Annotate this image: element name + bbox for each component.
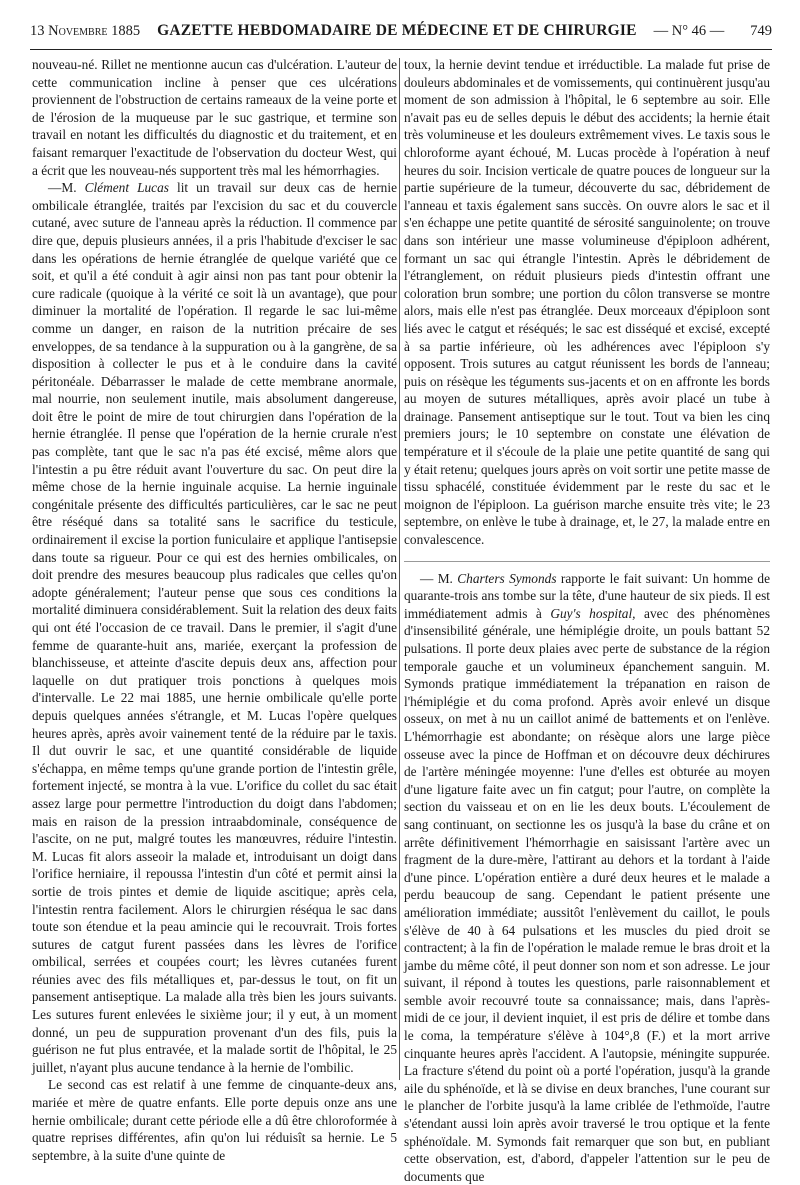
page-header [30, 13, 772, 50]
date-year: 1885 [111, 22, 141, 39]
header-date [30, 23, 140, 40]
lucas-name: Clément Lucas [84, 180, 169, 196]
symonds-text: avec des phénomènes d'insensibilité générale, une hémiplégie droite, un pouls battant 52 pulsations. Il porte deux plaies avec perte de substance de la région temporale gauche et un volumineux épanchement sanguin. M. Symonds pratique immédiatement la trépanation en raison de l'hémiplégie et du coma profond. Après avoir enlevé un disque osseux, on met à nu un caillot animé de battements et on l'enlève. L'hémorrhagie est abondante; on résèque alors une large pièce osseuse avec la pince de Hoffman et on découvre deux déchirures de l'artère méningée moyenne: l'une d'elles est obturée au moyen d'une ligature faite avec un fin catgut; pour l'autre, on complète la section du vaisseau et on en lie les deux bouts. L'écoulement de sang continuant, on sectionne les os jusqu'à la base du crâne et on arrête définitivement l'hémorrhagie en saisissant l'artère avec un fragment de la dure-mère, l'attirant au dehors et la tordant à l'aide d'une pince. L'opération entière a duré deux heures et le malade a perdu beaucoup de sang. Cependant le patient présente une amélioration immédiate; aussitôt l'enlèvement du caillot, le pouls s'élève de 40 à 64 pulsations et les muscles du pied droit se contractent; à la fin de l'opération le malade remue le bras droit et la jambe du même côté, il peut donner son nom et son adresse. Le jour suivant, il répond à toutes les questions, parle raisonnablement et semble avoir recouvré toute sa connaissance; mais, dans l'après-midi de ce jour, il devient inquiet, il est pris de délire et tombe dans le coma, la température s'élève à 104°,8 (F.) et la mort arrive cinquante heures après l'accident. A l'autopsie, méningite suppurée. La fracture s'étend du point où a porté l'opération, jusqu'à la grande aile du sphénoïde, et là se divise en deux branches, l'une courant sur le plancher de l'orbite jusqu'à la lame criblée de l'ethmoïde, l'autre s'étendant aussi loin après avoir traversé le trou optique et la fente sphénoïdale. M. Symonds fait remarquer que son but, en publiant cette observation, est, d'abord, d'appeler l'attention sur le peu de documents que [404, 605, 771, 1184]
journal-title: GAZETTE HEBDOMADAIRE DE MÉDECINE ET DE CHIRURGIE [157, 22, 637, 39]
left-paragraph-second-case: Le second cas est relatif à une femme de cinquante-deux ans, mariée et mère de quatre enfants. Elle porte depuis onze ans une hernie ombilicale; durant cette période elle a dû être chloroformée à quatre reprises différentes, afin qu'on lui réduisît sa hernie. Le 5 septembre, à la suite d'une quinte de [32, 1077, 397, 1163]
left-paragraph-lucas [32, 179, 397, 1076]
symonds-name: Charters Symonds [457, 570, 557, 586]
header-right [654, 23, 772, 40]
page-number: 749 [750, 22, 772, 39]
column-divider [399, 58, 400, 1080]
right-column [404, 56, 771, 1184]
hospital-name: Guy's hospital, [550, 605, 636, 621]
symonds-mid: rapporte le fait suivant: Un homme de quarante-trois ans tombe sur la tête, d'une hauteur de six pieds. Il est immédiatement admis à [404, 570, 771, 621]
left-paragraph-1: nouveau-né. Rillet ne mentionne aucun cas d'ulcération. L'auteur de cette communication incline à penser que ces ulcérations proviennent de l'obstruction de certains rameaux de la veine porte et de l'érosion de la muqueuse par le suc gastrique, et termine son travail en notant les difficultés du diagnostic et du traitement, et en faisant remarquer l'exactitude de l'observation du docteur West, qui a écrit que les nouveau-nés supportent très mal les hémorrhagies. [32, 57, 397, 178]
date-day: 13 [30, 22, 45, 39]
issue-number: — N° 46 — [653, 22, 725, 39]
lucas-text: lit un travail sur deux cas de hernie ombilicale étranglée, traités par l'excision du sac et du couvercle cutané, avec suture de l'anneau après la réduction. Il commence par dire que, depuis plusieurs années, il a pris l'habitude d'exciser le sac dans les opérations de hernie étranglée de quelque variété que ce soit, et qu'il a été conduit à agir ainsi non pas tant pour obtenir la cure radicale (quoique à la vérité ce soit là un avantage), que pour diminuer la mortalité de l'opération. Il regarde le sac lui-même comme un danger, en raison de la nutrition précaire de ses enveloppes, de sa tendance à la suppuration ou à la gangrène, de sa disposition à collecter le pus et à le conduire dans la cavité péritonéale. Débarrasser le malade de cette membrane anormale, mal nourrie, non seulement inutile, mais absolument dangereuse, doit être le point de mire de tout chirurgien dans l'opération de la hernie étranglée. Il pense que l'opération de la hernie crurale n'est pas complète, tant que le sac n'a pas été excisé, même alors que l'intestin a pu être réduit avant l'ouverture du sac. On peut dire la même chose de la hernie inguinale acquise. La hernie inguinale congénitale présente des difficultés particulières, car le sac ne peut être réséqué dans sa totalité sans le sacrifice du testicule, ordinairement il excise la portion funiculaire et applique l'antisepsie dans toute sa rigueur. Pour ce qui est des hernies ombilicales, on doit prendre des mesures beaucoup plus radicales que celles qu'on adopte généralement; l'auteur pense que sous ces conditions la mortalité diminuera considérablement. Suit la relation des deux faits qui ont été l'occasion de ce travail. Dans le premier, il s'agit d'une femme de quarante-huit ans, mariée, exerçant la profession de blanchisseuse, et atteinte d'ascite depuis deux ans, affection pour laquelle on dut pratiquer trois ponctions à quelques mois d'intervalle. Le 22 mai 1885, une hernie ombilicale qu'elle porte depuis quelques années s'étrangle, et M. Lucas l'opère quelques heures après, après avoir vainement tenté de la réduire par le taxis. Il dut ouvrir le sac, et une quantité considérable de liquide s'échappa, en même temps qu'une grande portion de l'intestin grêle, fortement injecté, se montra à la vue. L'orifice du collet du sac était assez large pour permettre l'introduction du doigt dans l'abdomen; mais en raison de la pression intraabdominale, conséquence de l'ascite, on ne put, malgré toutes les manœuvres, réduire l'intestin. M. Lucas fit alors asseoir la malade et, introduisant un doigt dans l'orifice herniaire, il repoussa l'intestin d'un côté et permit ainsi la sortie de trois pintes et demie de liquide ascitique; après cela, l'intestin rentra facilement. Alors le chirurgien réséqua le sac dans toute son étendue et la peau amincie qui le recouvrait. Trois fortes sutures de catgut furent passées dans les lèvres de l'orifice ombilical, serrées et coupées court; les lèvres cutanées furent réunies avec des fils métalliques et, par-dessus le tout, on fit un pansement antiseptique. La malade alla très bien les jours suivants. Les sutures furent enlevées le sixième jour; il y eut, à un moment donné, un peu de suppuration provenant d'un des fils, puis la guérison ne fut plus entravée, et la malade sortit de l'hôpital, le 25 juillet, n'ayant plus aucune tendance à la hernie de l'ombilic. [32, 180, 397, 1075]
symonds-prefix: — M. [420, 570, 453, 586]
left-column [32, 56, 397, 1163]
date-month: Novembre [48, 22, 108, 39]
section-separator [404, 561, 770, 562]
right-paragraph-1: toux, la hernie devint tendue et irréductible. La malade fut prise de douleurs abdominales et de vomissements, qui continuèrent jusqu'au moment de son admission à l'hôpital, le 6 septembre au soir. Elle n'avait pas eu de selles depuis le début des accidents; la hernie était très volumineuse et les douleurs extrêmement vives. Le taxis sous le chloroforme ayant échoué, M. Lucas procède à l'opération à neuf heures du soir. Incision verticale de quatre pouces de longueur sur la partie supérieure de la tumeur, découverte du sac, débridement de l'anneau et taxis également sans succès. On ouvre alors le sac et il s'en échappe une petite quantité de sérosité sanguinolente; on trouve dans son intérieur une masse volumineuse d'épiploon adhérent, formant un sac qui étrangle l'intestin. Après le débridement de l'étranglement, on réduit plusieurs pieds d'intestin offrant une coloration brun sombre; une portion du côlon transverse se montre alors, mais elle n'est pas étranglée. Deux morceaux d'épiploon sont liés avec le catgut et réséqués; le sac est disséqué et excisé, excepté à sa partie inférieure, où les adhérences avec l'épiploon s'y opposent. Trois sutures au catgut réunissent les bords de l'anneau; puis on résèque les téguments sus-jacents et on en affronte les bords au moyen de sutures métalliques, après avoir placé un tube à drainage. Pansement antiseptique sur le tout. Tout va bien les cinq premiers jours; le 10 septembre on constate une élévation de température et il s'écoule de la plaie une petite quantité de sang qui y était retenu; quelques jours après on voit sortir une petite masse de tissu sphacélé, constituée évidemment par le reste du sac et le moignon de l'épiploon. La guérison marche ensuite très vite; le 23 septembre, on enlève le tube à drainage, et, le 27, la malade entre en convalescence. [404, 57, 770, 548]
lucas-prefix: —M. [48, 180, 77, 196]
right-paragraph-symonds [404, 570, 770, 1185]
